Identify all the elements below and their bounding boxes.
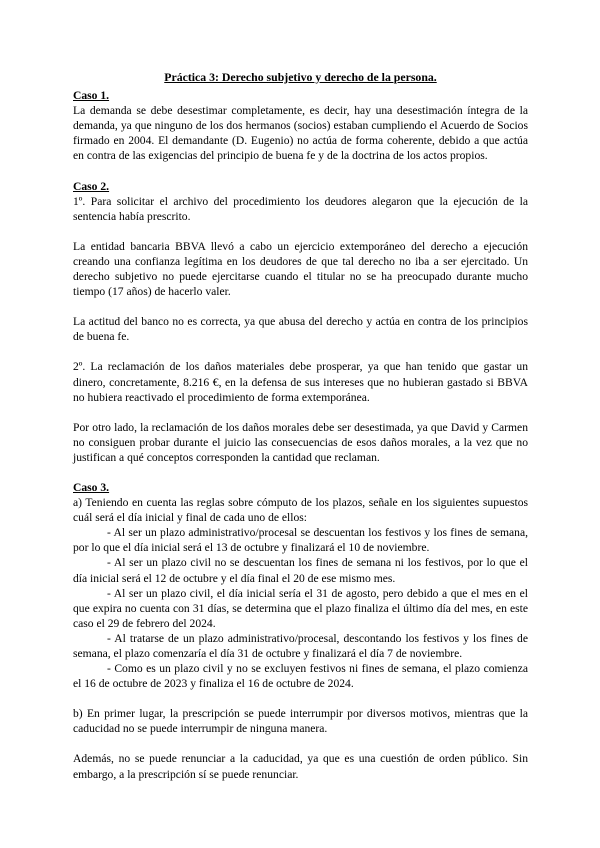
caso2-heading: Caso 2. — [73, 179, 110, 193]
caso2-paragraph-3: La actitud del banco no es correcta, ya que abusa del derecho y actúa en contra de los principios de buena fe. — [73, 315, 528, 344]
caso2-paragraph-4: 2º. La reclamación de los daños materiales debe prosperar, ya que han tenido que gastar un dinero, concretamente, 8.216 €, en la defensa de sus intereses que no hubieran gastado si BBVA no hubiera reactivado el procedimiento de forma extemporánea. — [73, 360, 528, 404]
caso3-list-item: - Al tratarse de un plazo administrativo/procesal, descontando los festivos y los fines de semana, el plazo comenzaría el día 31 de octubre y finalizará el día 7 de noviembre. — [73, 631, 528, 660]
document-page — [73, 70, 528, 782]
caso3-heading: Caso 3. — [73, 480, 110, 494]
caso3-list-item: - Como es un plazo civil y no se excluyen festivos ni fines de semana, el plazo comienza el 16 de octubre de 2023 y finaliza el 16 de octubre de 2024. — [73, 662, 528, 691]
caso3-list-item: - Al ser un plazo administrativo/procesal se descuentan los festivos y los fines de semana, por lo que el día inicial será el 13 de octubre y finalizará el 10 de noviembre. — [73, 526, 528, 555]
caso3-list-item: - Al ser un plazo civil no se descuentan los fines de semana ni los festivos, por lo que el día inicial será el 12 de octubre y el día final el 20 de ese mismo mes. — [73, 556, 528, 585]
caso2-paragraph-1: 1º. Para solicitar el archivo del procedimiento los deudores alegaron que la ejecución de la sentencia había prescrito. — [73, 194, 528, 223]
caso3-paragraph-1: a) Teniendo en cuenta las reglas sobre cómputo de los plazos, señale en los siguientes supuestos cuál será el día inicial y final de cada uno de ellos: — [73, 496, 528, 525]
caso1-paragraph-1: La demanda se debe desestimar completamente, es decir, hay una desestimación íntegra de la demanda, ya que ninguno de los dos hermanos (socios) estaban cumpliendo el Acuerdo de Socios firmado en 2004. El demandante (D. Eugenio) no actúa de forma coherente, debido a que actúa en contra de las exigencias del principio de buena fe y de la doctrina de los actos propios. — [73, 104, 528, 163]
caso3-paragraph-2: b) En primer lugar, la prescripción se puede interrumpir por diversos motivos, mientras que la caducidad no se puede interrumpir de ninguna manera. — [73, 707, 528, 736]
document-title: Práctica 3: Derecho subjetivo y derecho de la persona. — [164, 70, 437, 84]
caso2-paragraph-2: La entidad bancaria BBVA llevó a cabo un ejercicio extemporáneo del derecho a ejecución creando una confianza legítima en los deudores de que tal derecho no iba a ser ejercitado. Un derecho subjetivo no puede ejercitarse cuando el titular no se ha preocupado durante mucho tiempo (17 años) de hacerlo valer. — [73, 239, 528, 299]
caso3-list-item: - Al ser un plazo civil, el día inicial sería el 31 de agosto, pero debido a que el mes en el que expira no cuenta con 31 días, se determina que el plazo finaliza el último día del mes, en este caso el 29 de febrero del 2024. — [73, 586, 528, 630]
caso2-paragraph-5: Por otro lado, la reclamación de los daños morales debe ser desestimada, ya que David y Carmen no consiguen probar durante el juicio las consecuencias de esos daños morales, a la vez que no justifican a qué conceptos corresponden la cantidad que reclaman. — [73, 420, 528, 464]
caso1-heading: Caso 1. — [73, 89, 110, 103]
caso3-paragraph-3: Además, no se puede renunciar a la caducidad, ya que es una cuestión de orden público. Sin embargo, a la prescripción sí se puede renunciar. — [73, 752, 528, 781]
